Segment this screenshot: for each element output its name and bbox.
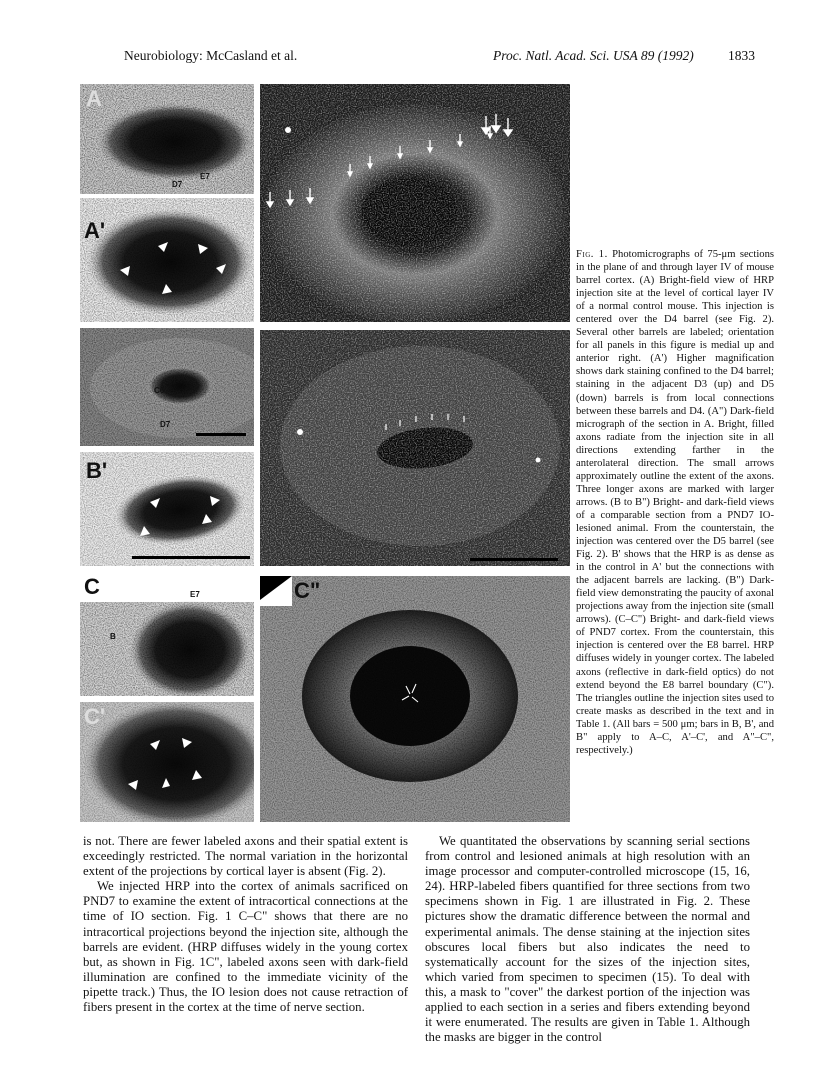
panel-label-c-prime: C' [84, 704, 106, 729]
panel-c-double-prime [260, 576, 570, 822]
left-column [83, 834, 408, 1015]
figure-caption [576, 248, 774, 757]
barrel-label-c6: C6 [154, 386, 165, 395]
barrel-label-b-c: B [110, 632, 116, 641]
panel-b-prime [80, 452, 254, 566]
left-paragraph-2: We injected HRP into the cortex of animals sacrificed on PND7 to examine the extent of intracortical connections at the time of IO section. Fig. 1 C–C" shows that there are no intracortical projections beyond the injection site, although the barrels are evident. (HRP diffuses widely in the young cortex but, as shown in Fig. 1C", labeled axons seen with dark-field illumination are confined to the immediate vicinity of the pipette track.) Thus, the IO lesion does not cause retraction of fibers present in the cortex at the time of nerve section. [83, 879, 408, 1015]
panel-a [80, 84, 254, 194]
running-head-authors: Neurobiology: McCasland et al. [124, 48, 298, 63]
panel-b-double-prime [260, 330, 570, 566]
panel-label-c: C [84, 574, 100, 599]
panel-label-b-prime: B' [86, 458, 108, 483]
barrel-label-e7: E7 [200, 172, 210, 181]
panel-a-double-prime [260, 84, 570, 322]
panel-label-a-prime: A' [84, 218, 106, 243]
panel-c-prime [80, 702, 254, 822]
barrel-label-e7-c: E7 [190, 590, 200, 599]
panel-a-prime [80, 198, 254, 322]
panel-b [80, 328, 254, 446]
panel-label-a: A [86, 86, 102, 111]
panel-label-c-double-prime: C" [294, 578, 321, 603]
barrel-label-d7-b: D7 [160, 420, 171, 429]
running-head-journal: Proc. Natl. Acad. Sci. USA 89 (1992) [493, 48, 694, 63]
left-paragraph-1: is not. There are fewer labeled axons and their spatial extent is exceedingly restricted. The normal variation in the horizontal extent of the projections by cortical layer is absent (Fig. 2). [83, 834, 408, 879]
figure-caption-text: Photomicrographs of 75-μm sections in the plane of and through layer IV of mouse barrel cortex. (A) Bright-field view of HRP injection site at the level of cortical layer IV of a normal control mouse. This injection is centered over the D4 barrel (see Fig. 2). Several other barrels are labeled; orientation for all panels in this figure is medial up and anterior right. (A') Higher magnification shows dark staining confined to the D4 barrel; staining in the adjacent D3 (up) and D5 (down) barrels is from local connections between these barrels and D4. (A") Dark-field micrograph of the section in A. Bright, filled axons radiate from the injection site in all directions extending farther in the anterolateral direction. The small arrows approximately outline the extent of the axons. Three longer axons are marked with larger arrows. (B to B") Bright- and dark-field views of a comparable section from a PND7 IO-lesioned animal. From the counterstain, the injection was centered over the D5 barrel (see Fig. 2). B' shows that the HRP is as dense as in the control in A' but the connections with the adjacent barrels are lacking. (B") Dark-field view demonstrating the paucity of axonal projections away from the injection site (small arrows). (C–C") Bright- and dark-field views of PND7 cortex. From the counterstain, this injection is centered over the E8 barrel. HRP diffuses widely in younger cortex. The labeled axons (reflective in dark-field optics) do not extend beyond the E8 barrel boundary (C"). The triangles outline the injection sites used to create masks as described in the text and in Table 1. (All bars = 500 μm; bars in B, B', and B" apply to A–C, A'–C', and A"–C", respectively.) [576, 249, 774, 756]
barrel-label-d7: D7 [172, 180, 183, 189]
figure-label: Fig. 1. [576, 249, 608, 260]
right-paragraph-1: We quantitated the observations by scanning serial sections from control and lesioned animals at high resolution with an image processor and computer-controlled microscope (15, 16, 24). HRP-labeled fibers quantified for three sections from two specimens shown in Fig. 1 are illustrated in Fig. 2. These pictures show the dramatic difference between the normal and experimental animals. The dense staining at the injection sites obscures local fibers but also indicates the need to systematically account for the sizes of the injection sites, which varied from specimen to specimen (15). To deal with this, a mask to "cover" the darkest portion of the injection was applied to each section in a series and fibers extending beyond it were enumerated. The results are given in Table 1. Although the masks are bigger in the control [425, 834, 750, 1045]
page-number: 1833 [728, 48, 755, 63]
right-column [425, 834, 750, 1045]
panel-c [80, 572, 254, 696]
